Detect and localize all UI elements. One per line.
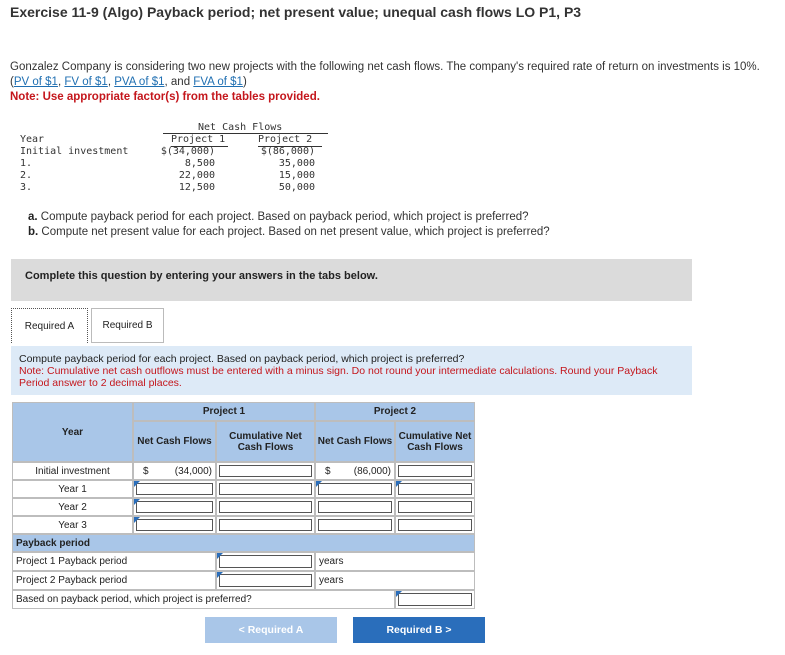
cf-row-p1: $(34,000) xyxy=(160,146,215,157)
prev-required-a-button[interactable]: < Required A xyxy=(205,617,337,643)
row-label: Initial investment xyxy=(12,462,133,480)
p2-cumulative-input[interactable] xyxy=(395,498,475,516)
instruction-text: Compute payback period for each project. Based on payback period, which project is preferred? xyxy=(19,353,465,365)
payback-section-header: Payback period xyxy=(12,534,475,552)
fv-link[interactable]: FV of $1 xyxy=(64,76,108,88)
p2-cumulative-header: Cumulative Net Cash Flows xyxy=(395,421,475,462)
cf-row-p1: 8,500 xyxy=(184,158,215,169)
instruction-banner xyxy=(11,259,692,301)
question-a: a. Compute payback period for each project. Based on payback period, which project is preferred? xyxy=(28,211,529,223)
preferred-label: Based on payback period, which project is preferred? xyxy=(12,590,395,609)
project2-col-header: Project 2 xyxy=(258,134,313,145)
p2-net-cash-input[interactable] xyxy=(315,480,395,498)
cf-row-p2: 15,000 xyxy=(278,170,315,181)
p1-cumulative-input[interactable] xyxy=(216,480,315,498)
cf-row-p1: 22,000 xyxy=(178,170,215,181)
payback-answer-table xyxy=(12,402,475,609)
p2-net-cash-input[interactable] xyxy=(315,498,395,516)
p1-years-unit: years xyxy=(315,552,475,571)
banner-text: Complete this question by entering your answers in the tabs below. xyxy=(25,270,378,282)
p1-net-cash-header: Net Cash Flows xyxy=(133,421,216,462)
p1-initial-cash: $ (34,000) xyxy=(133,462,216,480)
question-b: b. Compute net present value for each project. Based on net present value, which project is preferred? xyxy=(28,226,550,238)
p1-net-cash-input[interactable] xyxy=(133,498,216,516)
cf-row-p1: 12,500 xyxy=(178,182,215,193)
p1-payback-input[interactable] xyxy=(216,552,315,571)
instruction-note: Note: Cumulative net cash outflows must be entered with a minus sign. Do not round your intermediate calculations. Round your Payback Period answer to 2 decimal places. xyxy=(19,365,658,389)
p2-cumulative-input[interactable] xyxy=(395,462,475,480)
tab-instructions xyxy=(11,346,692,395)
p1-cumulative-header: Cumulative Net Cash Flows xyxy=(216,421,315,462)
p2-payback-label: Project 2 Payback period xyxy=(12,571,216,590)
p2-net-cash-header: Net Cash Flows xyxy=(315,421,395,462)
pva-link[interactable]: PVA of $1 xyxy=(114,76,165,88)
problem-intro: Gonzalez Company is considering two new projects with the following net cash flows. The company's required rate of return on investments is 10%. (PV of $1, FV of $1, PVA of $1, and FVA of $1) xyxy=(10,61,760,88)
p1-net-cash-input[interactable] xyxy=(133,516,216,534)
p2-cumulative-input[interactable] xyxy=(395,480,475,498)
cf-row-p2: $(86,000) xyxy=(260,146,315,157)
net-cash-flows-header: Net Cash Flows xyxy=(198,122,283,133)
year-col-header: Year xyxy=(20,134,45,145)
row-label: Year 3 xyxy=(12,516,133,534)
cf-row-year: 2. xyxy=(20,170,33,181)
p1-cumulative-input[interactable] xyxy=(216,498,315,516)
cf-row-year: Initial investment xyxy=(20,146,129,157)
project1-header: Project 1 xyxy=(133,402,315,421)
cf-row-p2: 35,000 xyxy=(278,158,315,169)
fva-link[interactable]: FVA of $1 xyxy=(193,76,243,88)
intro-text: Gonzalez Company is considering two new projects with the following net cash flows. The company's required rate of return on investments is 10%. ( xyxy=(10,61,760,88)
p2-cumulative-input[interactable] xyxy=(395,516,475,534)
row-label: Year 2 xyxy=(12,498,133,516)
preferred-project-select[interactable] xyxy=(395,590,475,609)
p2-net-cash-input[interactable] xyxy=(315,516,395,534)
cf-row-p2: 50,000 xyxy=(278,182,315,193)
pv-link[interactable]: PV of $1 xyxy=(13,76,58,88)
page-title: Exercise 11-9 (Algo) Payback period; net present value; unequal cash flows LO P1, P3 xyxy=(10,4,582,20)
p2-payback-input[interactable] xyxy=(216,571,315,590)
row-label: Year 1 xyxy=(12,480,133,498)
p1-net-cash-input[interactable] xyxy=(133,480,216,498)
year-header: Year xyxy=(12,402,133,462)
factor-note: Note: Use appropriate factor(s) from the tables provided. xyxy=(10,91,320,103)
p2-initial-cash: $ (86,000) xyxy=(315,462,395,480)
cash-flow-table xyxy=(20,122,340,197)
next-required-b-button[interactable]: Required B > xyxy=(353,617,485,643)
cf-row-year: 1. xyxy=(20,158,33,169)
p2-years-unit: years xyxy=(315,571,475,590)
project1-col-header: Project 1 xyxy=(171,134,226,145)
tab-required-b[interactable]: Required B xyxy=(91,308,164,343)
cf-row-year: 3. xyxy=(20,182,33,193)
p1-cumulative-input[interactable] xyxy=(216,462,315,480)
question-list xyxy=(28,210,550,240)
tab-required-a[interactable]: Required A xyxy=(11,308,88,343)
p1-payback-label: Project 1 Payback period xyxy=(12,552,216,571)
project2-header: Project 2 xyxy=(315,402,475,421)
p1-cumulative-input[interactable] xyxy=(216,516,315,534)
